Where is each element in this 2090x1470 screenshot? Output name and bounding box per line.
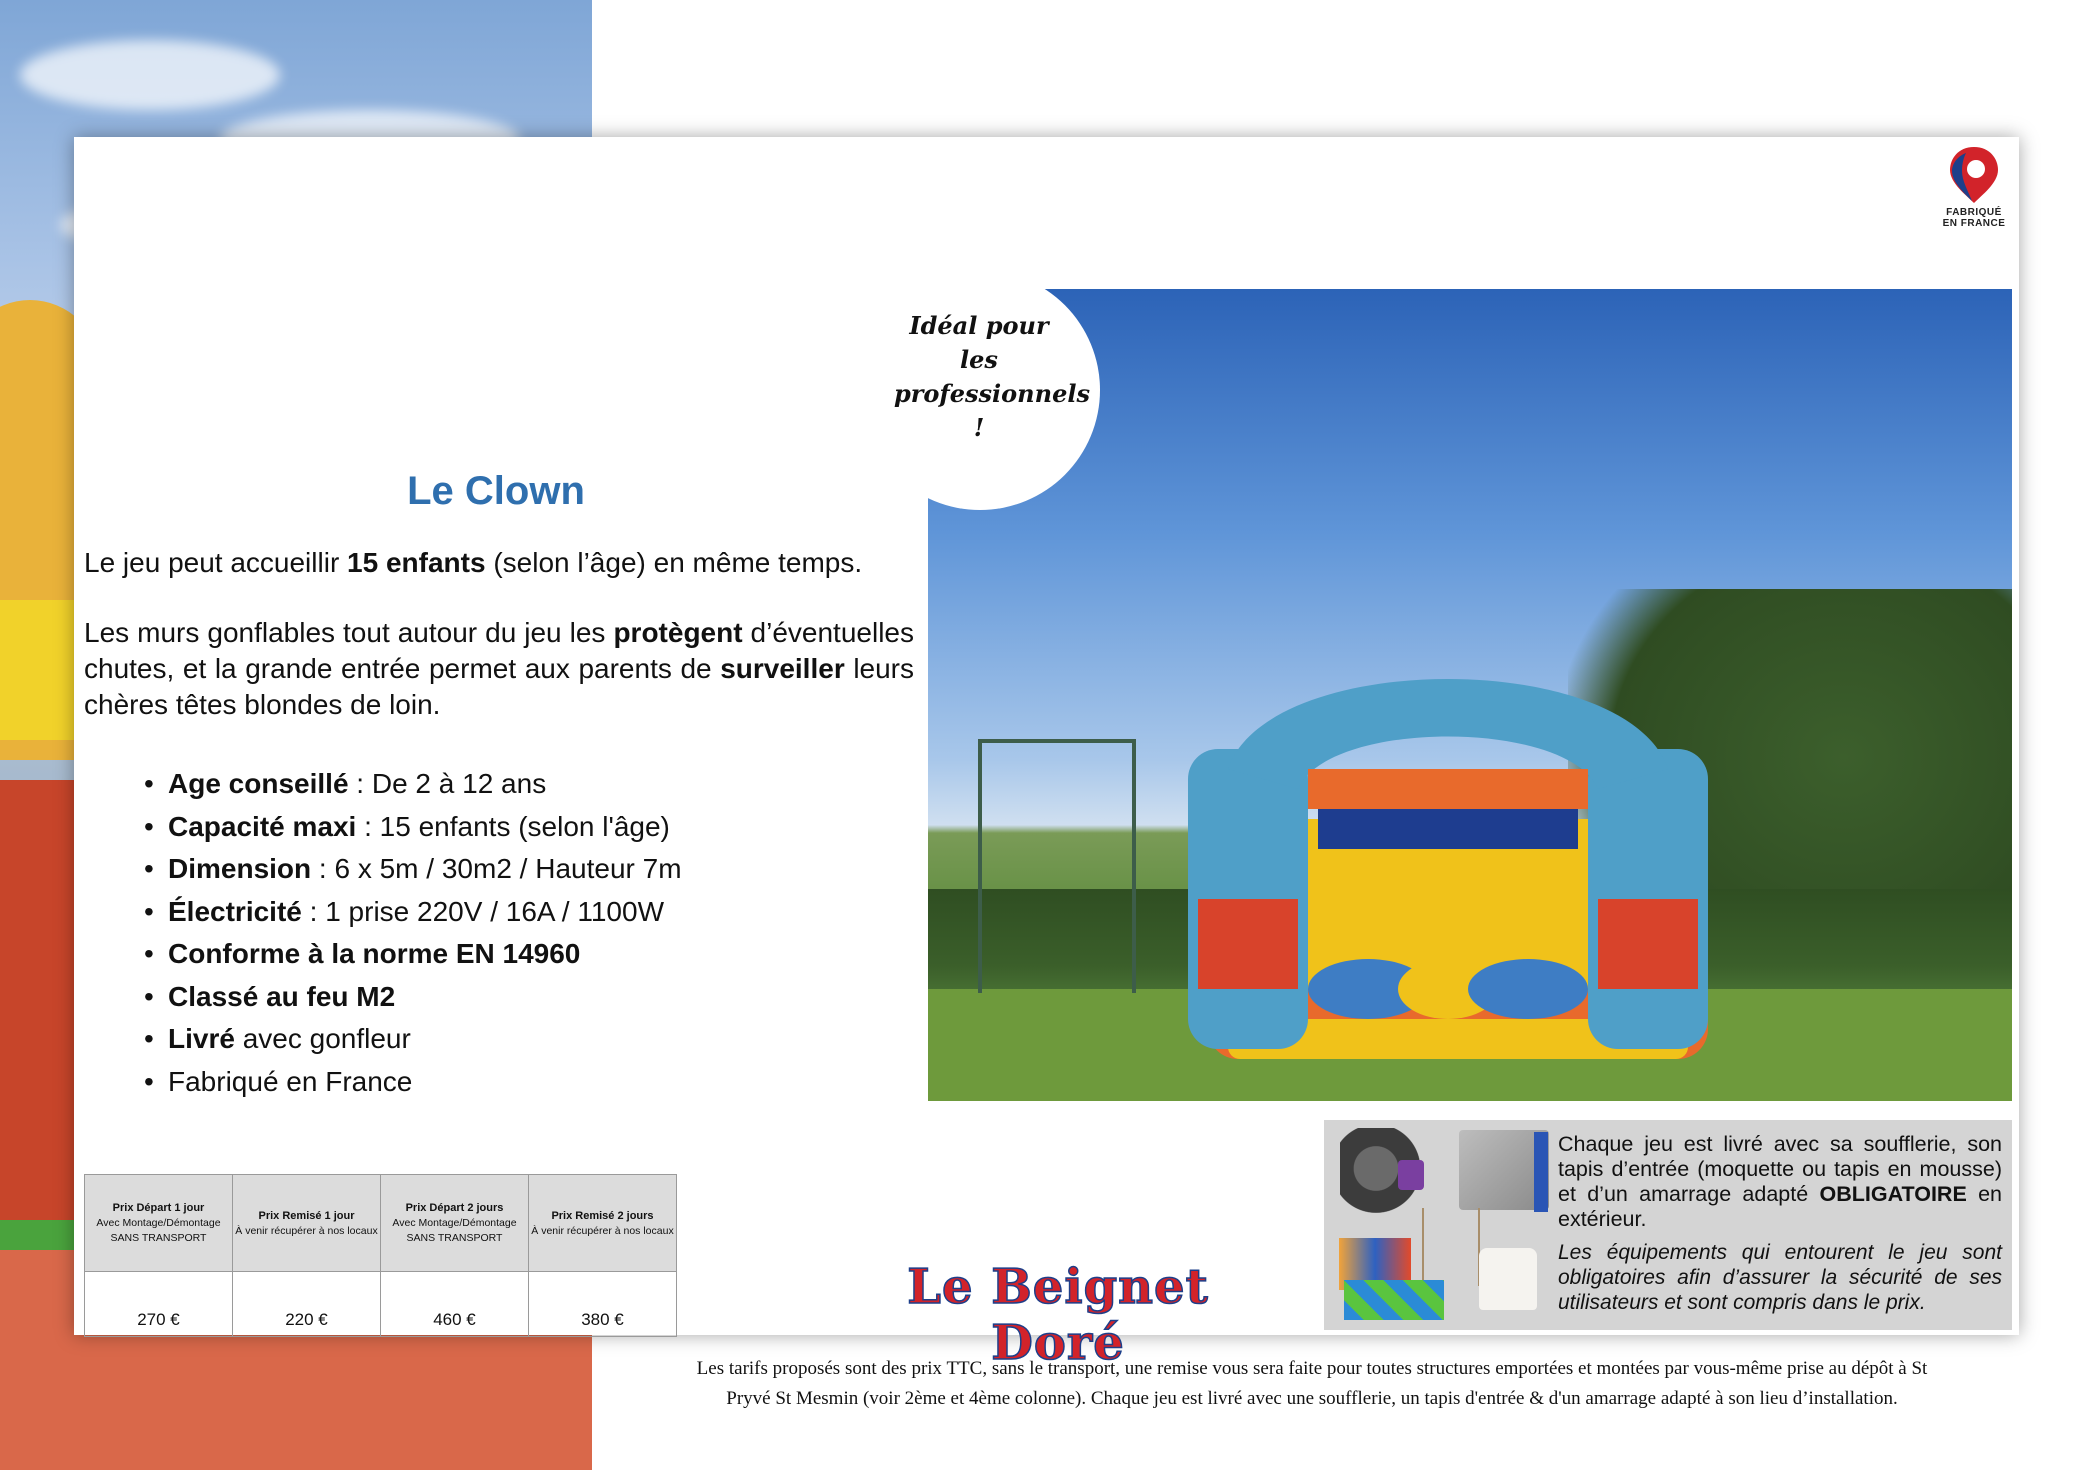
column-title: Prix Remisé 1 jour xyxy=(258,1209,355,1222)
desc-part2: d’éventuelles chutes, et la grande entrée permet aux parents de xyxy=(84,617,914,684)
footer-line2: Pryvé St Mesmin (voir 2ème et 4ème colonne). Chaque jeu est livré avec une soufflerie, un tapis d'entrée & d'un amarrage adapté à son lieu d’installation. xyxy=(726,1388,1898,1409)
list-item xyxy=(168,1061,682,1104)
table-header-row xyxy=(85,1175,677,1272)
feature-label: Livré xyxy=(168,1023,235,1054)
feature-label: Électricité xyxy=(168,895,302,927)
column-subtitle: SANS TRANSPORT xyxy=(406,1232,503,1244)
feature-label: Conforme à la norme EN 14960 xyxy=(168,938,581,969)
intro-suffix: (selon l’âge) en même temps. xyxy=(485,547,863,578)
clown-castle-illustration xyxy=(1168,569,1728,1069)
desc-bold1: protègent xyxy=(613,617,743,648)
location-pin-icon xyxy=(1944,143,2004,207)
list-item xyxy=(168,806,682,849)
feature-value: avec gonfleur xyxy=(234,1023,411,1054)
price-column-header xyxy=(381,1175,529,1272)
price-column-header xyxy=(233,1175,381,1272)
made-in-france-caption xyxy=(1943,207,2006,229)
made-in-france-logo xyxy=(1934,137,2014,237)
feature-label: Capacité maxi xyxy=(168,810,357,842)
list-item xyxy=(168,976,682,1019)
footer-line1: Les tarifs proposés sont des prix TTC, sans le transport, une remise vous sera faite pour toutes structures emportées et montées par vous-même prise au dépôt à St xyxy=(696,1358,1928,1379)
feature-value: : De 2 à 12 ans xyxy=(348,768,547,799)
list-item xyxy=(168,891,682,934)
foam-mat-icon xyxy=(1344,1280,1444,1320)
weight-icon xyxy=(1479,1248,1537,1310)
column-subtitle: Avec Montage/Démontage xyxy=(96,1217,221,1229)
equipment-text-part2: en extérieur. xyxy=(1558,1182,2003,1231)
desc-bold2: surveiller xyxy=(720,653,845,684)
list-item xyxy=(168,933,682,976)
intro-paragraph xyxy=(84,545,914,581)
stakes-icon xyxy=(1422,1208,1480,1286)
feature-label: Classé au feu M2 xyxy=(168,980,396,1012)
column-title: Prix Départ 2 jours xyxy=(405,1202,504,1214)
badge-line1: Idéal pour les xyxy=(909,311,1049,374)
price-cell: 460 € xyxy=(381,1272,529,1337)
badge-line2: professionnels ! xyxy=(894,379,1090,442)
feature-value: Fabriqué en France xyxy=(168,1065,413,1097)
column-title: Prix Remisé 2 jours xyxy=(551,1209,654,1222)
made-in-france-line2: EN FRANCE xyxy=(1942,218,2006,229)
price-cell: 220 € xyxy=(233,1272,381,1337)
equipment-box xyxy=(1324,1120,2012,1330)
equipment-text-bold: OBLIGATOIRE xyxy=(1819,1182,1967,1206)
equipment-text-part1: Chaque jeu est livré avec sa soufflerie, son tapis d’entrée (moquette ou tapis en mousse) et d’un amarrage adapté xyxy=(1558,1132,2002,1206)
list-item xyxy=(168,763,682,806)
feature-list xyxy=(168,763,682,1103)
desc-part3: leurs chères têtes blondes de loin. xyxy=(84,653,915,720)
brand-logo: Le Beignet Doré xyxy=(907,1259,1209,1371)
price-column-header xyxy=(85,1175,233,1272)
blower-motor-icon xyxy=(1398,1160,1424,1190)
price-cell: 380 € xyxy=(529,1272,677,1337)
feature-label: Age conseillé xyxy=(168,768,349,799)
description-paragraph xyxy=(84,615,914,723)
column-subtitle: À venir récupérer à nos locaux xyxy=(531,1224,674,1237)
made-in-france-line1: FABRIQUÉ xyxy=(1946,207,2002,218)
product-title: Le Clown xyxy=(407,469,585,513)
intro-bold: 15 enfants xyxy=(347,547,486,578)
desc-part1: Les murs gonflables tout autour du jeu les xyxy=(84,617,614,648)
equipment-note: Les équipements qui entourent le jeu sont obligatoires afin d’assurer la sécurité de ses utilisateurs et sont compris dans le prix. xyxy=(1558,1241,2002,1314)
list-item xyxy=(168,1018,682,1061)
list-item xyxy=(168,848,682,891)
price-cell: 270 € xyxy=(85,1272,233,1337)
column-title: Prix Départ 1 jour xyxy=(112,1202,205,1214)
price-table xyxy=(84,1174,677,1337)
feature-value: : 1 prise 220V / 16A / 1100W xyxy=(301,895,664,927)
intro-prefix: Le jeu peut accueillir xyxy=(84,547,348,578)
feature-value: : 15 enfants (selon l'âge) xyxy=(356,810,670,842)
column-subtitle: SANS TRANSPORT xyxy=(110,1232,207,1244)
equipment-text xyxy=(1558,1132,2002,1232)
pro-badge-text xyxy=(894,309,1090,445)
price-column-header xyxy=(529,1175,677,1272)
column-subtitle: Avec Montage/Démontage xyxy=(392,1217,517,1229)
footer-note xyxy=(612,1354,2012,1414)
table-row xyxy=(85,1272,677,1337)
feature-label: Dimension xyxy=(168,853,312,884)
feature-value: : 6 x 5m / 30m2 / Hauteur 7m xyxy=(311,853,682,884)
column-subtitle: À venir récupérer à nos locaux xyxy=(235,1224,378,1237)
blower-panel-icon xyxy=(1534,1132,1548,1212)
